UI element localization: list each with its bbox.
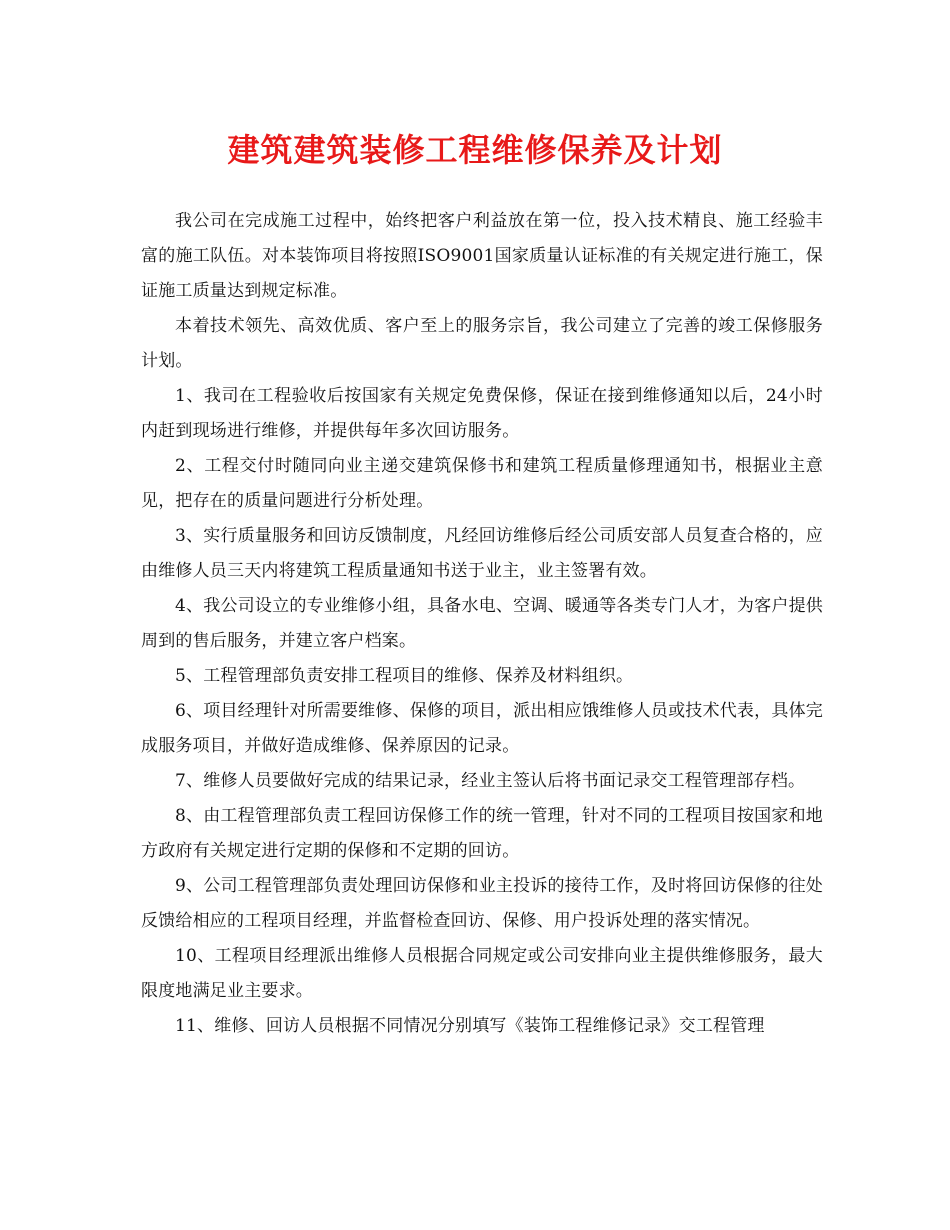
document-body	[141, 204, 823, 1044]
paragraph-item-7: 7、维修人员要做好完成的结果记录，经业主签认后将书面记录交工程管理部存档。	[175, 771, 806, 791]
paragraph-service-aim: 本着技术领先、高效优质、客户至上的服务宗旨，我公司建立了完善的竣工保修服务计划。	[141, 316, 823, 371]
paragraph-item-8: 8、由工程管理部负责工程回访保修工作的统一管理，针对不同的工程项目按国家和地方政府有关规定进行定期的保修和不定期的回访。	[141, 806, 823, 861]
paragraph-item-11: 11、维修、回访人员根据不同情况分别填写《装饰工程维修记录》交工程管理	[175, 1016, 765, 1036]
paragraph-item-5: 5、工程管理部负责安排工程项目的维修、保养及材料组织。	[175, 666, 634, 686]
paragraph-item-10: 10、工程项目经理派出维修人员根据合同规定或公司安排向业主提供维修服务，最大限度地满足业主要求。	[141, 946, 823, 1001]
paragraph-item-1: 1、我司在工程验收后按国家有关规定免费保修，保证在接到维修通知以后，24小时内赶到现场进行维修，并提供每年多次回访服务。	[141, 386, 823, 441]
paragraph-item-6: 6、项目经理针对所需要维修、保修的项目，派出相应饿维修人员或技术代表，具体完成服务项目，并做好造成维修、保养原因的记录。	[141, 701, 823, 756]
paragraph-intro: 我公司在完成施工过程中，始终把客户利益放在第一位，投入技术精良、施工经验丰富的施工队伍。对本装饰项目将按照ISO9001国家质量认证标准的有关规定进行施工，保证施工质量达到规定标准。	[141, 211, 823, 301]
document-title: 建筑建筑装修工程维修保养及计划	[227, 131, 723, 169]
paragraph-item-4: 4、我公司设立的专业维修小组，具备水电、空调、暖通等各类专门人才，为客户提供周到的售后服务，并建立客户档案。	[141, 596, 823, 651]
paragraph-item-9: 9、公司工程管理部负责处理回访保修和业主投诉的接待工作，及时将回访保修的往处反馈给相应的工程项目经理，并监督检查回访、保修、用户投诉处理的落实情况。	[141, 876, 823, 931]
paragraph-item-2: 2、工程交付时随同向业主递交建筑保修书和建筑工程质量修理通知书，根据业主意见，把存在的质量问题进行分析处理。	[141, 456, 823, 511]
paragraph-item-3: 3、实行质量服务和回访反馈制度，凡经回访维修后经公司质安部人员复查合格的，应由维修人员三天内将建筑工程质量通知书送于业主，业主签署有效。	[141, 526, 823, 581]
